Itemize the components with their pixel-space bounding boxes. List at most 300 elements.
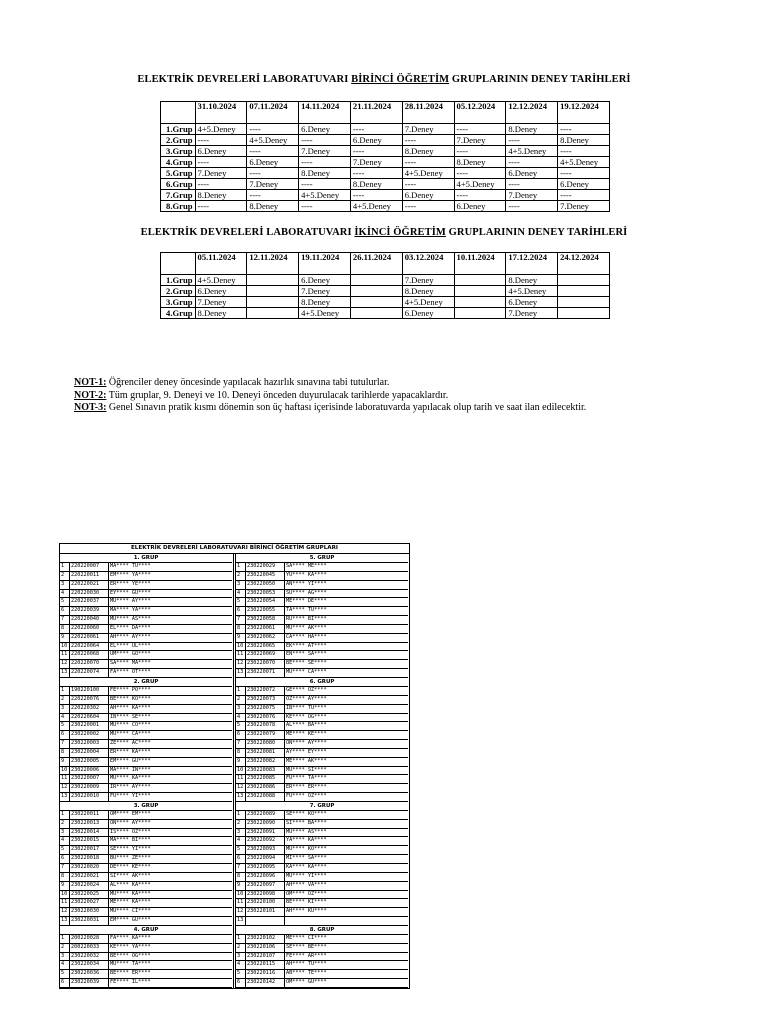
student-name: FU**** ÖZ****	[286, 793, 327, 800]
row-number: 6	[60, 979, 70, 987]
group-label: 7.Grup	[161, 190, 196, 201]
note-label: NOT-1:	[74, 377, 107, 388]
student-id: 230220050	[246, 581, 285, 589]
group-row	[161, 201, 610, 212]
table-row	[60, 651, 232, 660]
student-name: MU**** AS****	[110, 616, 151, 623]
student-name: AB**** TE****	[286, 970, 327, 977]
table-row	[60, 758, 232, 767]
table-row	[236, 625, 408, 634]
row-number: 3	[60, 581, 70, 589]
group-header: 8. GRUP	[236, 926, 408, 935]
experiment-cell: ----	[506, 201, 558, 212]
second-shift-schedule-table	[160, 252, 610, 319]
student-id: 230220082	[246, 758, 285, 766]
table-row	[236, 669, 408, 678]
row-number: 4	[236, 714, 246, 722]
student-id: 230220036	[70, 970, 109, 978]
experiment-cell: ----	[402, 201, 454, 212]
table-row	[60, 829, 232, 838]
experiment-cell	[350, 275, 402, 286]
table-row	[236, 953, 408, 962]
table-row	[60, 687, 232, 696]
experiment-cell: 6.Deney	[195, 146, 247, 157]
date-header: 07.11.2024	[247, 102, 299, 124]
experiment-cell: 8.Deney	[299, 168, 351, 179]
table-row	[60, 643, 232, 652]
experiment-cell: 7.Deney	[195, 297, 247, 308]
experiment-cell	[247, 308, 299, 319]
group-label: 1.Grup	[161, 275, 196, 286]
experiment-cell: 8.Deney	[350, 179, 402, 190]
table-row	[60, 598, 232, 607]
row-number: 13	[60, 917, 70, 925]
student-id: 230220024	[70, 882, 109, 890]
student-id: 230220102	[246, 935, 285, 943]
date-header: 05.11.2024	[195, 253, 247, 275]
student-id: 230220020	[70, 864, 109, 872]
student-name: MA**** YA****	[110, 607, 151, 614]
student-id: 230220027	[70, 899, 109, 907]
student-name: ÖM**** GU****	[286, 979, 327, 986]
row-number: 5	[236, 598, 246, 606]
student-name: SE**** BE****	[286, 943, 327, 950]
row-number: 9	[60, 634, 70, 642]
student-name: EY**** GU****	[110, 589, 151, 596]
table-row	[60, 793, 232, 802]
date-header: 26.11.2024	[350, 253, 402, 275]
student-id: 230220002	[70, 731, 109, 739]
student-name: AH**** VA****	[286, 881, 327, 888]
experiment-cell: 7.Deney	[506, 308, 558, 319]
student-id: 230220086	[246, 784, 285, 792]
table-row	[236, 740, 408, 749]
table-row	[60, 722, 232, 731]
row-number: 10	[60, 767, 70, 775]
table-row	[60, 572, 232, 581]
student-id: 230220101	[246, 908, 285, 916]
table-row	[236, 687, 408, 696]
row-number: 4	[60, 714, 70, 722]
experiment-cell: ----	[350, 124, 402, 135]
student-name: FE**** IL****	[110, 979, 151, 986]
group-row	[161, 179, 610, 190]
experiment-cell: 7.Deney	[247, 179, 299, 190]
row-number: 13	[236, 793, 246, 801]
experiment-cell: ----	[350, 168, 402, 179]
row-number: 10	[60, 643, 70, 651]
student-id: 230220017	[70, 846, 109, 854]
experiment-cell: ----	[195, 179, 247, 190]
student-id: 230220013	[70, 820, 109, 828]
table-row	[236, 749, 408, 758]
experiment-cell	[454, 308, 506, 319]
table-row	[60, 634, 232, 643]
student-id: 230220100	[246, 899, 285, 907]
student-name: SU**** AG****	[286, 589, 327, 596]
date-header: 19.12.2024	[558, 102, 610, 124]
student-id: 230220070	[246, 660, 285, 668]
row-number: 6	[236, 731, 246, 739]
experiment-cell: ----	[195, 201, 247, 212]
experiment-cell: ----	[195, 157, 247, 168]
row-number: 11	[60, 651, 70, 659]
row-number: 6	[236, 855, 246, 863]
student-id: 230220029	[246, 563, 285, 571]
experiment-cell: ----	[558, 146, 610, 157]
group-header: 5. GRUP	[236, 554, 408, 563]
student-name: EN**** SA****	[286, 651, 327, 658]
table-row	[236, 979, 408, 988]
date-header: 14.11.2024	[299, 102, 351, 124]
student-id: 230220075	[246, 705, 285, 713]
student-name: SI**** AK****	[110, 872, 151, 879]
student-name: FE**** AR****	[286, 952, 327, 959]
experiment-cell: 4+5.Deney	[402, 168, 454, 179]
student-id: 230220061	[246, 625, 285, 633]
student-id: 220220302	[70, 705, 109, 713]
row-number: 6	[60, 607, 70, 615]
student-name: MU**** CA****	[286, 669, 327, 676]
experiment-cell: 4+5.Deney	[506, 286, 558, 297]
student-id: 230220092	[246, 837, 285, 845]
row-number: 12	[60, 784, 70, 792]
row-number: 6	[60, 731, 70, 739]
row-number: 2	[236, 696, 246, 704]
table-row	[60, 784, 232, 793]
student-id: 230220004	[70, 749, 109, 757]
experiment-cell: 4+5.Deney	[299, 308, 351, 319]
row-number: 1	[60, 811, 70, 819]
row-number: 8	[236, 749, 246, 757]
experiment-cell: 4+5.Deney	[454, 179, 506, 190]
student-id: 230220116	[246, 970, 285, 978]
experiment-cell: 6.Deney	[558, 179, 610, 190]
table-row	[60, 891, 232, 900]
row-number: 2	[60, 572, 70, 580]
row-number: 9	[60, 758, 70, 766]
student-name: MU**** YI****	[286, 872, 327, 879]
row-number: 3	[236, 953, 246, 961]
row-number: 5	[60, 970, 70, 978]
student-name: BE**** SE****	[286, 660, 327, 667]
row-number: 7	[60, 740, 70, 748]
student-id: 230220091	[246, 829, 285, 837]
notes-block	[74, 377, 586, 415]
student-id: 220220030	[70, 590, 109, 598]
student-id: 230220098	[246, 891, 285, 899]
student-id: 230220097	[246, 882, 285, 890]
date-header: 28.11.2024	[402, 102, 454, 124]
table-row	[236, 660, 408, 669]
table-row	[60, 953, 232, 962]
experiment-cell: 8.Deney	[506, 124, 558, 135]
table-row	[60, 944, 232, 953]
experiment-cell: 7.Deney	[350, 157, 402, 168]
row-number: 1	[236, 935, 246, 943]
row-number: 10	[60, 891, 70, 899]
student-name: OM**** ÖZ****	[286, 890, 327, 897]
table-row	[236, 829, 408, 838]
student-id: 220220068	[70, 651, 109, 659]
row-number: 9	[236, 882, 246, 890]
group-header: 4. GRUP	[60, 926, 232, 935]
student-id: 200220028	[70, 935, 109, 943]
table-row	[60, 837, 232, 846]
table-row	[60, 625, 232, 634]
table-row	[60, 961, 232, 970]
experiment-cell	[247, 286, 299, 297]
experiment-cell: ----	[402, 135, 454, 146]
student-name: MU**** AY****	[110, 598, 151, 605]
group-label: 6.Grup	[161, 179, 196, 190]
student-name: SI**** BA****	[286, 819, 327, 826]
row-number: 5	[60, 598, 70, 606]
experiment-cell: 8.Deney	[402, 286, 454, 297]
experiment-cell: 6.Deney	[247, 157, 299, 168]
student-id: 230220005	[70, 758, 109, 766]
student-id: 230220053	[246, 590, 285, 598]
student-id: 230220073	[246, 696, 285, 704]
row-number: 8	[60, 749, 70, 757]
student-name: FA**** OT****	[110, 669, 151, 676]
row-number: 7	[60, 616, 70, 624]
note-text: Öğrenciler deney öncesinde yapılacak hazırlık sınavına tabi tutulurlar.	[106, 377, 390, 388]
table-row	[236, 590, 408, 599]
table-row	[236, 722, 408, 731]
student-id: 230220081	[246, 749, 285, 757]
student-id: 230220142	[246, 979, 285, 987]
group-row	[161, 146, 610, 157]
group-label: 8.Grup	[161, 201, 196, 212]
experiment-cell: 4+5.Deney	[506, 146, 558, 157]
table-row	[236, 935, 408, 944]
experiment-cell: 8.Deney	[402, 146, 454, 157]
student-id: 230220014	[70, 829, 109, 837]
group-row	[161, 297, 610, 308]
student-id: 230220071	[246, 669, 285, 677]
row-number: 11	[236, 899, 246, 907]
row-number: 4	[60, 837, 70, 845]
table-row	[60, 846, 232, 855]
experiment-cell: ----	[506, 179, 558, 190]
row-number: 9	[236, 634, 246, 642]
student-name: KA**** KA****	[286, 864, 327, 870]
experiment-cell: 4+5.Deney	[195, 275, 247, 286]
experiment-cell: 6.Deney	[454, 201, 506, 212]
student-id: 230220062	[246, 634, 285, 642]
row-number: 3	[236, 705, 246, 713]
table-row	[236, 784, 408, 793]
student-name	[285, 917, 408, 925]
student-id: 230220088	[246, 793, 285, 801]
row-number: 10	[236, 643, 246, 651]
group-header: 3. GRUP	[60, 802, 232, 811]
student-id: 230220094	[246, 855, 285, 863]
experiment-cell: 4+5.Deney	[195, 124, 247, 135]
table-row	[236, 696, 408, 705]
student-name: IR**** AY****	[110, 784, 151, 791]
group-row	[161, 275, 610, 286]
student-name: RU**** BI****	[286, 616, 327, 623]
table-row	[236, 908, 408, 917]
experiment-cell	[558, 297, 610, 308]
note-label: NOT-2:	[74, 389, 107, 401]
experiment-cell: 6.Deney	[506, 168, 558, 179]
student-id: 230220031	[70, 917, 109, 925]
row-number: 4	[60, 961, 70, 969]
student-name: ZE**** AC****	[110, 740, 151, 747]
student-name: AH**** KU****	[286, 908, 327, 915]
table-row	[236, 607, 408, 616]
student-name: MU**** CI****	[110, 908, 151, 915]
group-roster-table	[59, 543, 410, 989]
row-number: 4	[236, 837, 246, 845]
corner-cell	[161, 253, 196, 275]
student-id: 230220030	[70, 908, 109, 916]
table-row	[60, 811, 232, 820]
group-label: 5.Grup	[161, 168, 196, 179]
row-number: 2	[236, 572, 246, 580]
student-name: ÖZ**** AY****	[286, 695, 327, 702]
student-name: ME**** KA****	[110, 899, 151, 906]
table-row	[60, 696, 232, 705]
table-row	[60, 820, 232, 829]
student-id: 230220003	[70, 740, 109, 748]
student-id: 230220021	[70, 873, 109, 881]
student-name: MA**** BI****	[110, 837, 151, 844]
row-number: 10	[236, 891, 246, 899]
student-id: 230220089	[246, 811, 285, 819]
table-row	[60, 873, 232, 882]
student-name: AY**** EY****	[286, 748, 327, 755]
student-id: 230220039	[70, 979, 109, 987]
student-id: 230220072	[246, 687, 285, 695]
table-row	[60, 616, 232, 625]
student-id: 230220093	[246, 846, 285, 854]
student-id: 220220064	[70, 643, 109, 651]
table-row	[236, 616, 408, 625]
experiment-cell	[558, 308, 610, 319]
student-name: FU**** YI****	[110, 793, 151, 800]
student-id: 230220055	[246, 607, 285, 615]
experiment-cell: ----	[247, 146, 299, 157]
table-row	[236, 811, 408, 820]
student-name: ME**** KE****	[286, 731, 327, 738]
date-header: 21.11.2024	[350, 102, 402, 124]
group-row	[161, 124, 610, 135]
roster-right-column	[233, 554, 408, 988]
table-row	[60, 864, 232, 873]
date-header: 12.11.2024	[247, 253, 299, 275]
student-id: 220220007	[70, 563, 109, 571]
experiment-cell: 4+5.Deney	[558, 157, 610, 168]
student-id: 220220011	[70, 572, 109, 580]
title-part: GRUPLARININ DENEY TARİHLERİ	[449, 74, 631, 85]
table-row	[236, 758, 408, 767]
student-name: ER**** ER****	[286, 784, 327, 791]
row-number: 8	[60, 873, 70, 881]
experiment-cell	[247, 275, 299, 286]
table-row	[60, 740, 232, 749]
group-header: 2. GRUP	[60, 678, 232, 687]
date-header: 17.12.2024	[506, 253, 558, 275]
table-row	[60, 714, 232, 723]
experiment-cell: 4+5.Deney	[402, 297, 454, 308]
student-id: 230220007	[70, 775, 109, 783]
experiment-cell: 6.Deney	[299, 275, 351, 286]
table-row	[236, 864, 408, 873]
group-label: 1.Grup	[161, 124, 196, 135]
student-id: 220220039	[70, 607, 109, 615]
student-name: MU**** KA****	[110, 775, 151, 782]
student-id: 200220033	[70, 944, 109, 952]
date-header-row	[161, 253, 610, 275]
note-3	[74, 402, 586, 415]
student-id: 230220090	[246, 820, 285, 828]
student-name: MU**** SI****	[286, 766, 327, 773]
experiment-cell: ----	[558, 124, 610, 135]
table-row	[60, 935, 232, 944]
student-id: 230220083	[246, 767, 285, 775]
table-row	[236, 767, 408, 776]
row-number: 4	[60, 590, 70, 598]
row-number: 3	[60, 705, 70, 713]
student-name: ME**** DE****	[286, 598, 327, 605]
row-number: 2	[60, 944, 70, 952]
date-header: 10.11.2024	[454, 253, 506, 275]
student-name: AL**** KA****	[110, 881, 151, 888]
roster-left-column	[60, 554, 232, 988]
experiment-cell: 7.Deney	[299, 146, 351, 157]
table-row	[60, 749, 232, 758]
experiment-cell: 7.Deney	[402, 275, 454, 286]
table-row	[236, 714, 408, 723]
row-number: 4	[236, 961, 246, 969]
student-id: 220220060	[70, 625, 109, 633]
experiment-cell: 6.Deney	[350, 135, 402, 146]
student-name: IB**** SE****	[110, 713, 151, 720]
date-header: 19.11.2024	[299, 253, 351, 275]
experiment-cell: 7.Deney	[454, 135, 506, 146]
student-name: CA**** HA****	[286, 633, 327, 640]
row-number: 3	[60, 953, 70, 961]
row-number: 1	[60, 935, 70, 943]
student-name: AH**** KA****	[110, 704, 151, 711]
student-name: MU**** AK****	[286, 624, 327, 631]
student-name: MA**** IN****	[110, 766, 151, 773]
experiment-cell: 4+5.Deney	[247, 135, 299, 146]
student-id: 230220054	[246, 598, 285, 606]
table-row	[236, 643, 408, 652]
row-number: 13	[236, 669, 246, 677]
title-part: ELEKTRİK DEVRELERİ LABORATUVARI	[140, 227, 355, 238]
table-row	[60, 908, 232, 917]
experiment-cell: 4+5.Deney	[350, 201, 402, 212]
row-number: 11	[236, 651, 246, 659]
table-row	[236, 882, 408, 891]
experiment-cell: 7.Deney	[402, 124, 454, 135]
experiment-cell	[454, 297, 506, 308]
row-number: 5	[236, 846, 246, 854]
row-number: 12	[60, 660, 70, 668]
table-row	[60, 899, 232, 908]
student-name: MA**** TU****	[110, 563, 151, 569]
experiment-cell: 8.Deney	[299, 297, 351, 308]
student-name: AH**** AY****	[110, 633, 151, 640]
table-row	[60, 855, 232, 864]
table-row	[236, 837, 408, 846]
